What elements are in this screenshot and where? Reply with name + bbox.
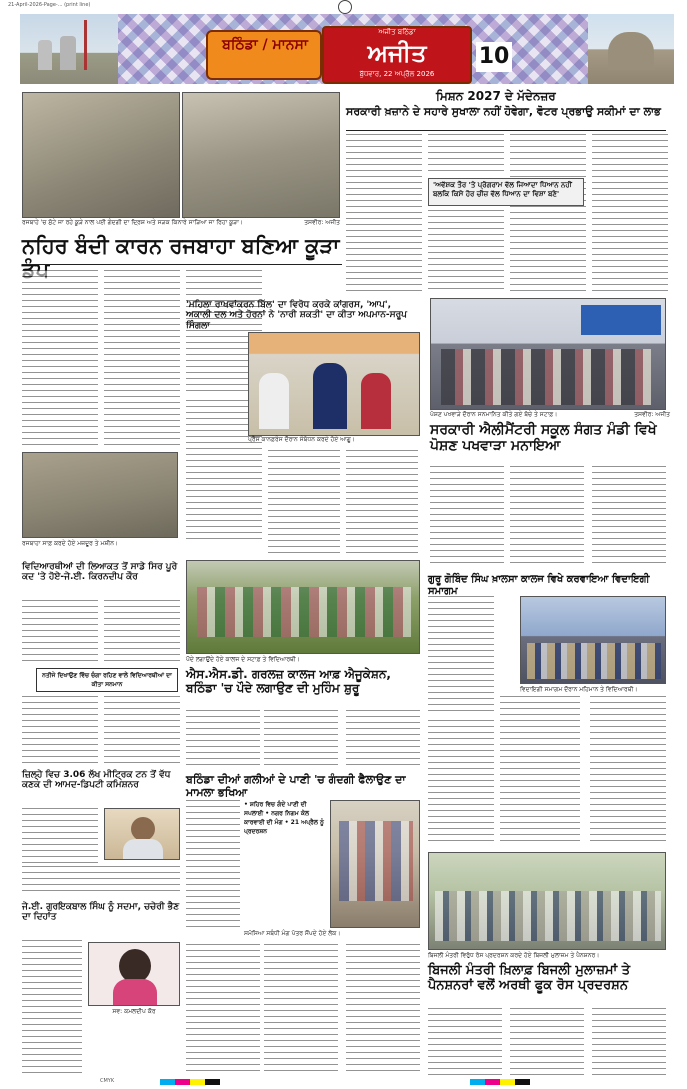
obituary-caption: ਸਵ: ਕਮਲਦੀਪ ਕੌਰ <box>112 1008 156 1015</box>
canal-body-col-1 <box>22 270 98 448</box>
paper-name: ਅਜੀਤ <box>367 39 427 67</box>
gurukul-photo <box>520 596 666 684</box>
water-body-col-2 <box>264 944 338 1076</box>
dc-portrait <box>104 808 180 860</box>
tree-headline: ਐਸ.ਐਸ.ਡੀ. ਗਰਲਜ਼ ਕਾਲਜ ਆਫ਼ ਐਜੂਕੇਸ਼ਨ, ਬਠਿੰਡਾ 'ਚ ਪੌਦੇ ਲਗਾਉਣ ਦੀ ਮੁਹਿੰਮ ਸ਼ੁਰੂ <box>186 667 391 695</box>
supplement-kicker: ਅਜੀਤ ਬਠਿੰਡਾ <box>378 28 416 36</box>
mission-pullquote: 'ਅਵੱਸ਼ਕ ਤੌਰ 'ਤੇ ਪ੍ਰੋਗਰਾਮ ਵੱਲ ਜਿਆਦਾ ਧਿਆਨ ਨਹੀਂ ਬਲਕਿ ਕਿਸੇ ਹੋਰ ਚੀਜ਼ ਵੱਲ ਧਿਆਨ ਦਾ ਵਿਸ਼ਾ ਬਣੇ' <box>428 178 584 206</box>
tree-body-col-3 <box>346 710 420 770</box>
wheat-headline: ਜ਼ਿਲ੍ਹੇ ਵਿਚ 3.06 ਲੱਖ ਮੀਟ੍ਰਿਕ ਟਨ ਤੋਂ ਵੱਧ ਕਣਕ ਦੀ ਆਮਦ-ਡਿਪਟੀ ਕਮਿਸ਼ਨਰ <box>22 770 171 791</box>
water-bullets: • ਸ਼ਹਿਰ ਵਿਚ ਗੰਦੇ ਪਾਣੀ ਦੀ ਸਪਲਾਈ • ਨਗਰ ਨਿਗਮ ਕੋਲ ਕਾਰਵਾਈ ਦੀ ਮੰਗ • 21 ਅਪ੍ਰੈਲ ਨੂੰ ਪ੍ਰਦਰਸ਼ਨ <box>244 801 324 835</box>
students-headline: ਵਿਦਿਆਰਥੀਆਂ ਦੀ ਲਿਆਕਤ ਤੋਂ ਸਾਡੇ ਸਿਰ ਪੂਰੇ ਕਦ 'ਤੇ ਹੋਏ-ਜੇ.ਈ. ਕਿਰਨਦੀਪ ਕੌਰ <box>22 562 178 583</box>
color-bar-right <box>470 1079 530 1085</box>
nutrition-photo <box>430 298 666 410</box>
water-body-col-1 <box>186 800 240 930</box>
nutrition-body-col-1 <box>430 466 504 566</box>
masthead-photo-left <box>20 14 118 84</box>
gurukul-body-col-1 <box>428 596 494 716</box>
gurukul-body-col-3 <box>590 696 666 846</box>
canal-body-col-2 <box>104 270 180 448</box>
mission-headline: ਸਰਕਾਰੀ ਖ਼ਜ਼ਾਨੇ ਦੇ ਸਹਾਰੇ ਸੁਖਾਲਾ ਨਹੀਂ ਹੋਵੇਗਾ, ਵੋਟਰ ਪ੍ਰਭਾਉ ਸਕੀਮਾਂ ਦਾ ਲਾਭ <box>346 105 661 118</box>
canal-photo-1 <box>22 92 180 218</box>
gurukul-body-col-1b <box>428 720 494 846</box>
gurukul-body-col-2 <box>500 696 580 846</box>
obituary-photo <box>88 942 180 1006</box>
water-caption: ਸਮੱਸਿਆ ਸਬੰਧੀ ਮੰਗ ਪੱਤਰ ਸੌਂਪਦੇ ਹੋਏ ਲੋਕ। <box>244 930 341 937</box>
edition-label: ਬਠਿੰਡਾ / ਮਾਨਸਾ <box>222 37 308 53</box>
students-body-col-2b <box>104 696 180 764</box>
nutrition-caption: ਪੋਸ਼ਣ ਪਖਵਾੜੇ ਦੌਰਾਨ ਸਨਮਾਨਿਤ ਕੀਤੇ ਗਏ ਬੱਚੇ ਤੇ ਸਟਾਫ਼। <box>430 411 558 418</box>
electricity-photo <box>428 852 666 950</box>
registration-mark <box>338 0 352 14</box>
womens-bill-headline: 'ਮਹਿਲਾ ਰਾਖਵਾਂਕਰਨ ਬਿੱਲ' ਦਾ ਵਿਰੋਧ ਕਰਕੇ ਕਾਂਗਰਸ, 'ਆਪ', ਅਕਾਲੀ ਦਲ ਅਤੇ ਹੋਰਨਾਂ ਨੇ 'ਨਾਰੀ ਸ਼ਕਤੀ' ਦਾ ਕੀਤਾ ਅਪਮਾਨ-ਸਰੂਪ ਸਿੰਗਲਾ <box>186 300 407 331</box>
canal-workers-photo <box>22 452 178 538</box>
tree-caption: ਪੌਦੇ ਲਗਾਉਂਦੇ ਹੋਏ ਕਾਲਜ ਦੇ ਸਟਾਫ਼ ਤੇ ਵਿਦਿਆਰਥੀ। <box>186 656 300 663</box>
mission-body-col-1 <box>346 134 422 294</box>
electricity-body-col-2 <box>510 1008 584 1076</box>
water-body-col-3 <box>346 944 420 1076</box>
nutrition-credit: ਤਸਵੀਰ: ਅਜੀਤ <box>634 411 670 418</box>
date-line: ਬੁੱਧਵਾਰ, 22 ਅਪ੍ਰੈਲ 2026 <box>359 70 435 78</box>
womens-body-col-1 <box>268 450 340 554</box>
tree-body-col-2 <box>264 710 338 770</box>
water-photo <box>330 800 420 928</box>
press-conference-photo <box>248 332 420 436</box>
students-body-col-2a <box>104 600 180 662</box>
students-body-col-1b <box>22 696 98 764</box>
printer-slug: 21-April-2026-Page-... (print line) <box>8 2 91 8</box>
mission-body-col-4 <box>592 134 668 294</box>
footer-cmyk: CMYK <box>100 1078 115 1084</box>
masthead-photo-right <box>588 14 674 84</box>
electricity-headline: ਬਿਜਲੀ ਮੰਤਰੀ ਖ਼ਿਲਾਫ਼ ਬਿਜਲੀ ਮੁਲਾਜ਼ਮਾਂ ਤੇ ਪੈਨਸ਼ਨਰਾਂ ਵਲੋਂ ਅਰਥੀ ਫੂਕ ਰੋਸ ਪ੍ਰਦਰਸ਼ਨ <box>428 963 631 993</box>
nutrition-body-col-3 <box>592 466 666 566</box>
canal-headline: ਨਹਿਰ ਬੰਦੀ ਕਾਰਨ ਰਜਬਾਹਾ ਬਣਿਆ ਕੂੜਾ <box>22 234 340 258</box>
canal-credit: ਤਸਵੀਰ: ਅਜੀਤ <box>304 219 340 226</box>
mission-kicker: ਮਿਸ਼ਨ 2027 ਦੇ ਮੱਦੇਨਜ਼ਰ <box>436 89 556 103</box>
mission-body-col-2b <box>428 210 504 294</box>
canal-photo-2 <box>182 92 340 218</box>
electricity-body-col-1 <box>428 1008 502 1076</box>
nutrition-headline: ਸਰਕਾਰੀ ਐਲੀਮੈਂਟਰੀ ਸਕੂਲ ਸੰਗਤ ਮੰਡੀ ਵਿਖੇ ਪੋਸ਼ਣ ਪਖਵਾੜਾ ਮਨਾਇਆ <box>430 422 657 455</box>
students-body-col-1a <box>22 600 98 662</box>
masthead <box>20 14 674 84</box>
tree-planting-photo <box>186 560 420 654</box>
gurukul-caption: ਵਿਦਾਇਗੀ ਸਮਾਗਮ ਦੌਰਾਨ ਮਹਿਮਾਨ ਤੇ ਵਿਦਿਆਰਥੀ। <box>520 686 638 693</box>
press-caption: ਪ੍ਰੈੱਸ ਕਾਨਫ਼ਰੰਸ ਦੌਰਾਨ ਸੰਬੋਧਨ ਕਰਦੇ ਹੋਏ ਆਗੂ। <box>248 436 355 443</box>
canal-caption: ਰਜਬਾਹੇ 'ਚ ਸੁੱਟੇ ਜਾ ਰਹੇ ਕੂੜੇ ਨਾਲ ਪਈ ਗੰਦਗੀ ਦਾ ਦ੍ਰਿਸ਼ ਅਤੇ ਸੜਕ ਕਿਨਾਰੇ ਸਾੜਿਆ ਜਾ ਰਿਹਾ ਕੂੜਾ। <box>22 219 243 226</box>
gurukul-headline: ਗੁਰੂ ਗੋਬਿੰਦ ਸਿੰਘ ਖ਼ਾਲਸਾ ਕਾਲਜ ਵਿਖੇ ਕਰਵਾਇਆ ਵਿਦਾਇਗੀ ਸਮਾਗਮ <box>428 574 650 597</box>
wheat-body-col-1 <box>22 808 98 864</box>
nutrition-body-col-2 <box>510 466 584 566</box>
mission-body-col-2a <box>428 134 504 176</box>
womens-body-col-2 <box>346 450 418 554</box>
obituary-headline: ਜੇ.ਈ. ਗੁਰਇਕਬਾਲ ਸਿੰਘ ਨੂੰ ਸਦਮਾ, ਚਚੇਰੀ ਭੈਣ ਦਾ ਦਿਹਾਂਤ <box>22 902 180 923</box>
water-body-col-1b <box>186 944 260 1076</box>
electricity-body-col-3 <box>592 1008 666 1076</box>
edition-box <box>206 30 322 80</box>
rule <box>22 264 342 265</box>
paper-name-box <box>322 26 472 84</box>
mission-body-col-3 <box>510 134 586 294</box>
color-bar <box>160 1079 220 1085</box>
canal-workers-caption: ਰਜਬਾਹਾ ਸਾਫ਼ ਕਰਦੇ ਹੋਏ ਮਜ਼ਦੂਰ ਤੇ ਮਸ਼ੀਨ। <box>22 540 118 547</box>
water-headline: ਬਠਿੰਡਾ ਦੀਆਂ ਗਲੀਆਂ ਦੇ ਪਾਣੀ 'ਚ ਗੰਦਗੀ ਫੈਲਾਉਣ ਦਾ ਮਾਮਲਾ ਭਖਿਆ <box>186 773 406 799</box>
page-number: 10 <box>476 42 512 72</box>
students-boxed-quote: ਨਤੀਜੇ ਦਿਖਾਉਣ ਵਿੱਚ ਚੰਗਾ ਰਹਿਣ ਵਾਲੇ ਵਿਦਿਆਰਥੀਆਂ ਦਾ ਕੀਤਾ ਸਨਮਾਨ <box>36 668 178 692</box>
tree-body-col-1 <box>186 710 260 770</box>
rule <box>346 130 666 131</box>
wheat-body-bottom <box>22 866 180 896</box>
obituary-body <box>22 940 82 1076</box>
electricity-caption: ਬਿਜਲੀ ਮੰਤਰੀ ਵਿਰੁੱਧ ਰੋਸ ਪ੍ਰਦਰਸ਼ਨ ਕਰਦੇ ਹੋਏ ਬਿਜਲੀ ਮੁਲਾਜ਼ਮ ਤੇ ਪੈਨਸ਼ਨਰ। <box>428 952 600 959</box>
